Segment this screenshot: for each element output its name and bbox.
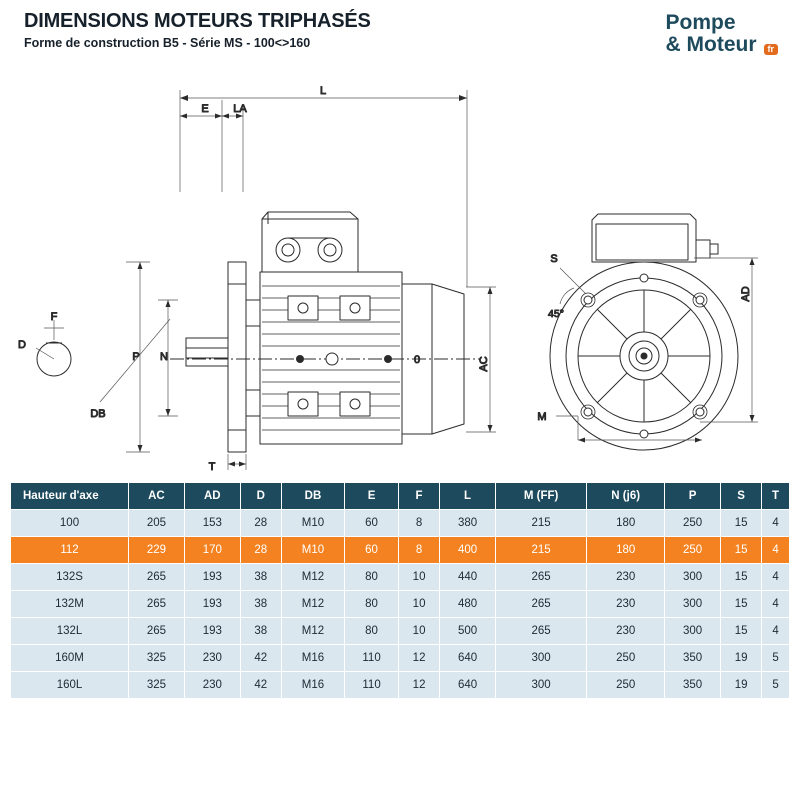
col-header-s: S <box>721 483 762 510</box>
cell-t: 5 <box>762 672 790 699</box>
cell-d: 38 <box>240 618 281 645</box>
cell-s: 19 <box>721 645 762 672</box>
cell-db: M10 <box>281 510 344 537</box>
cell-l: 400 <box>440 537 496 564</box>
cell-m: 300 <box>496 645 587 672</box>
cell-ad: 193 <box>184 618 240 645</box>
cell-t: 4 <box>762 591 790 618</box>
col-header-f: F <box>399 483 440 510</box>
page-title: DIMENSIONS MOTEURS TRIPHASÉS <box>24 10 371 32</box>
cell-m: 265 <box>496 591 587 618</box>
table-header-row <box>11 483 790 510</box>
cell-f: 8 <box>399 537 440 564</box>
dimensions-table <box>10 482 790 699</box>
cell-n: 230 <box>587 618 665 645</box>
cell-d: 38 <box>240 564 281 591</box>
dim-label-AD: AD <box>740 286 752 302</box>
cell-e: 110 <box>345 672 399 699</box>
cell-p: 350 <box>665 672 721 699</box>
cell-m: 215 <box>496 537 587 564</box>
cell-ac: 265 <box>129 591 185 618</box>
col-header-ad: AD <box>184 483 240 510</box>
cell-db: M16 <box>281 645 344 672</box>
dim-label-D: D <box>18 339 26 351</box>
cell-p: 300 <box>665 618 721 645</box>
cell-db: M10 <box>281 537 344 564</box>
col-header-db: DB <box>281 483 344 510</box>
cell-ac: 325 <box>129 672 185 699</box>
cell-ad: 230 <box>184 645 240 672</box>
dim-label-N: N <box>160 351 168 363</box>
table-row <box>11 591 790 618</box>
col-header-n-j6: N (j6) <box>587 483 665 510</box>
cell-p: 350 <box>665 645 721 672</box>
cell-ad: 170 <box>184 537 240 564</box>
col-header-t: T <box>762 483 790 510</box>
dim-label-45deg: 45° <box>548 308 564 320</box>
dim-label-LA: LA <box>233 103 247 115</box>
dim-label-E: E <box>201 103 209 115</box>
motor-dimension-svg <box>0 72 800 473</box>
dim-label-DB: DB <box>90 408 106 420</box>
dim-label-P: P <box>132 351 140 363</box>
table-row <box>11 672 790 699</box>
cell-d: 42 <box>240 645 281 672</box>
table-row-highlighted <box>11 537 790 564</box>
cell-hauteur-daxe: 132S <box>11 564 129 591</box>
table-row <box>11 645 790 672</box>
cell-f: 8 <box>399 510 440 537</box>
cell-ac: 325 <box>129 645 185 672</box>
dim-label-M: M <box>537 411 547 423</box>
col-header-ac: AC <box>129 483 185 510</box>
cell-m: 265 <box>496 618 587 645</box>
cell-db: M12 <box>281 564 344 591</box>
cell-hauteur-daxe: 100 <box>11 510 129 537</box>
cell-ac: 265 <box>129 618 185 645</box>
cell-hauteur-daxe: 112 <box>11 537 129 564</box>
dim-label-L: L <box>319 85 327 97</box>
cell-t: 4 <box>762 510 790 537</box>
page-subtitle: Forme de construction B5 - Série MS - 100<>160 <box>24 36 311 50</box>
dim-label-zero: 0 <box>414 354 421 366</box>
col-header-hauteur-daxe: Hauteur d'axe <box>11 483 129 510</box>
cell-ad: 193 <box>184 564 240 591</box>
cell-e: 80 <box>345 564 399 591</box>
cell-s: 15 <box>721 564 762 591</box>
cell-s: 15 <box>721 591 762 618</box>
cell-f: 10 <box>399 618 440 645</box>
dim-label-T-text: T <box>208 461 216 473</box>
cell-l: 500 <box>440 618 496 645</box>
col-header-d: D <box>240 483 281 510</box>
cell-t: 4 <box>762 564 790 591</box>
cell-l: 640 <box>440 645 496 672</box>
cell-t: 4 <box>762 537 790 564</box>
cell-ad: 193 <box>184 591 240 618</box>
col-header-p: P <box>665 483 721 510</box>
cell-l: 480 <box>440 591 496 618</box>
brand-logo <box>666 12 779 55</box>
cell-m: 265 <box>496 564 587 591</box>
cell-s: 15 <box>721 510 762 537</box>
cell-n: 250 <box>587 672 665 699</box>
cell-n: 230 <box>587 564 665 591</box>
cell-ac: 205 <box>129 510 185 537</box>
table-row <box>11 618 790 645</box>
cell-db: M16 <box>281 672 344 699</box>
dim-label-F: F <box>50 311 58 323</box>
table-row <box>11 510 790 537</box>
cell-ac: 265 <box>129 564 185 591</box>
cell-f: 12 <box>399 645 440 672</box>
cell-n: 250 <box>587 645 665 672</box>
technical-drawing <box>0 72 800 473</box>
logo-line-1: Pompe <box>665 11 736 34</box>
cell-s: 19 <box>721 672 762 699</box>
cell-ad: 153 <box>184 510 240 537</box>
table-body <box>11 510 790 699</box>
cell-e: 110 <box>345 645 399 672</box>
table-head <box>11 483 790 510</box>
dim-label-AC: AC <box>478 356 490 372</box>
dimensions-table-wrapper <box>10 482 790 699</box>
cell-p: 250 <box>665 510 721 537</box>
dim-label-S: S <box>550 253 558 265</box>
cell-f: 10 <box>399 591 440 618</box>
cell-hauteur-daxe: 132L <box>11 618 129 645</box>
cell-db: M12 <box>281 618 344 645</box>
col-header-m-ff: M (FF) <box>496 483 587 510</box>
cell-e: 80 <box>345 591 399 618</box>
cell-p: 300 <box>665 564 721 591</box>
cell-f: 12 <box>399 672 440 699</box>
cell-s: 15 <box>721 537 762 564</box>
table-row <box>11 564 790 591</box>
cell-s: 15 <box>721 618 762 645</box>
cell-l: 640 <box>440 672 496 699</box>
cell-p: 300 <box>665 591 721 618</box>
cell-f: 10 <box>399 564 440 591</box>
cell-e: 80 <box>345 618 399 645</box>
cell-l: 440 <box>440 564 496 591</box>
cell-hauteur-daxe: 132M <box>11 591 129 618</box>
cell-t: 5 <box>762 645 790 672</box>
cell-n: 180 <box>587 510 665 537</box>
cell-ad: 230 <box>184 672 240 699</box>
cell-hauteur-daxe: 160L <box>11 672 129 699</box>
cell-d: 28 <box>240 510 281 537</box>
cell-d: 38 <box>240 591 281 618</box>
cell-n: 180 <box>587 537 665 564</box>
cell-e: 60 <box>345 537 399 564</box>
page-header <box>0 0 800 72</box>
cell-d: 42 <box>240 672 281 699</box>
cell-p: 250 <box>665 537 721 564</box>
cell-ac: 229 <box>129 537 185 564</box>
cell-t: 4 <box>762 618 790 645</box>
cell-hauteur-daxe: 160M <box>11 645 129 672</box>
cell-n: 230 <box>587 591 665 618</box>
cell-l: 380 <box>440 510 496 537</box>
col-header-e: E <box>345 483 399 510</box>
cell-db: M12 <box>281 591 344 618</box>
cell-d: 28 <box>240 537 281 564</box>
cell-e: 60 <box>345 510 399 537</box>
cell-m: 215 <box>496 510 587 537</box>
cell-m: 300 <box>496 672 587 699</box>
col-header-l: L <box>440 483 496 510</box>
logo-badge: fr <box>764 44 779 55</box>
logo-line-2: & Moteur <box>665 32 757 56</box>
